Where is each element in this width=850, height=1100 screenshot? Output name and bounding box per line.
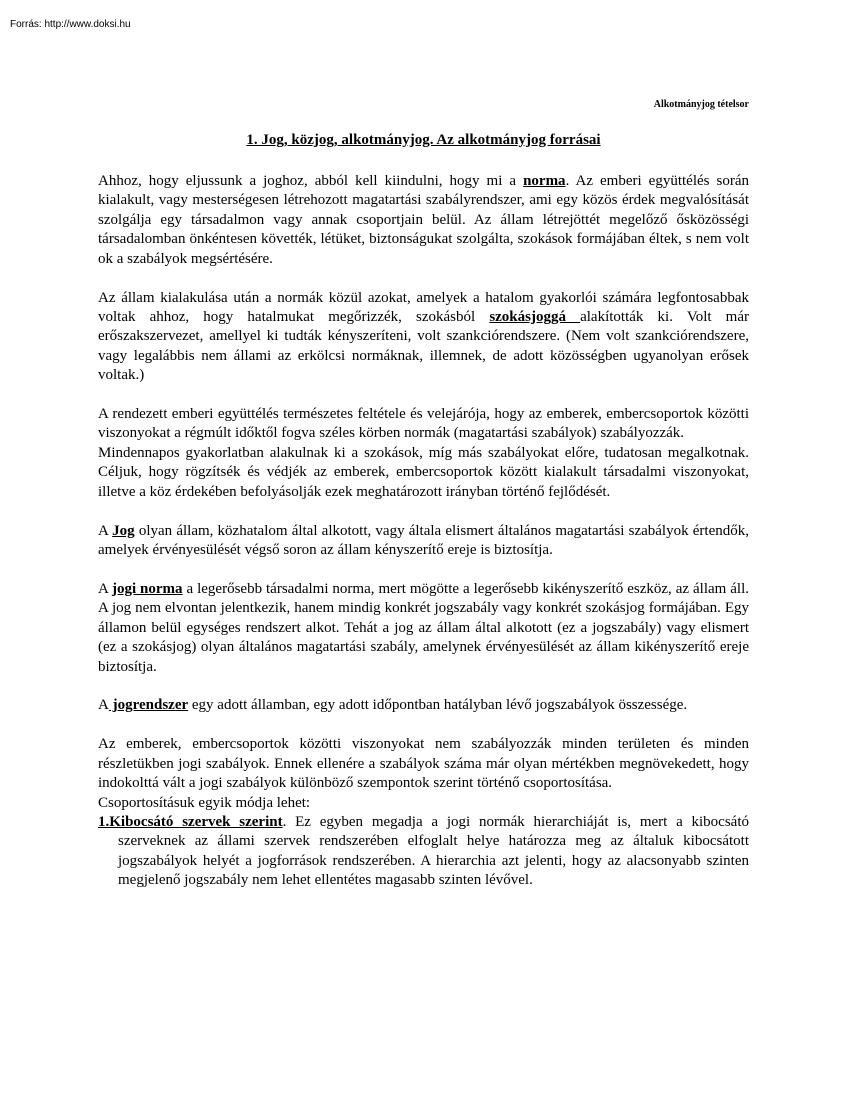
paragraph-text: a legerősebb társadalmi norma, mert mögötte a legerősebb kikényszerítő eszköz, az állam áll. A jog nem elvontan jelentkezik, hanem mindig konkrét jogszabály vagy konkrét szokásjog formájában. Egy államon belül egységes rendszert alkot. Tehát a jog az állam által alkotott (ez a jogszabály) vagy elismert (ez a szokásjog) olyan általános magatartási szabály, amelynek érvényesülését az állam kikényszerítő ereje biztosítja. — [98, 580, 749, 675]
paragraph-csoportositas-modja: Csoportosításuk egyik módja lehet: — [98, 794, 311, 811]
paragraph-text: alakították ki. Volt már erőszakszervezet, amellyel ki tudták kényszeríteni, volt szankciórendszere. (Nem volt szankciórendszere, vagy legalábbis nem állami az erkölcsi normáknak, illemnek, de adott közösségben ugyanolyan erősek voltak.) — [98, 308, 749, 384]
term-jogi-norma: jogi norma — [111, 580, 183, 597]
paragraph-jogrendszer — [98, 696, 749, 715]
paragraph-szokasjog — [98, 289, 749, 386]
paragraph-text: A — [98, 522, 113, 539]
document-body — [98, 172, 749, 891]
paragraph-text: . Ez egyben megadja a jogi normák hierarchiáját is, mert a kibocsátó szerveknek az állami szervek rendszerében elfoglalt helye határozza meg az általuk kibocsátott jogszabályok helyét a jogforrások rendszerében. A hierarchia azt jelenti, hogy az alacsonyabb szinten megjelenő jogszabály nem lehet ellentétes magasabb szinten lévővel. — [118, 813, 750, 889]
paragraph-csoportositas: Az emberek, embercsoportok közötti viszonyokat nem szabályozzák minden területen és minden részletükben jogi szabályok. Ennek ellenére a szabályok száma már olyan mértékben megnövekedett, hogy indokolttá vált a jogi szabályok különböző szempontok szerint történő csoportosítása. — [98, 736, 749, 792]
paragraph-text: olyan állam, közhatalom által alkotott, vagy általa elismert általános magatartási szabályok értendők, amelyek érvényesülését végső soron az állam kényszerítő ereje is biztosítja. — [98, 522, 749, 558]
running-head: Alkotmányjog tételsor — [653, 99, 749, 110]
paragraph-jogi-norma — [98, 580, 749, 677]
term-jog: Jog — [112, 522, 135, 539]
term-kibocsato-szervek: 1.Kibocsátó szervek szerint — [98, 813, 283, 830]
paragraph-text: A — [98, 697, 109, 714]
page-title: 1. Jog, közjog, alkotmányjog. Az alkotmányjog forrásai — [246, 132, 601, 148]
paragraph-text: A — [98, 580, 112, 597]
paragraph-szokasok: Mindennapos gyakorlatban alakulnak ki a szokások, míg más szabályokat előre, tudatosan megalkotnak. Céljuk, hogy rögzítsék és védjék az emberek, embercsoportok között kialakult társadalmi viszonyokat, illetve a köz érdekében befolyásolják ezek meghatározott irányban történő fejlődését. — [98, 444, 749, 500]
paragraph-text: . Az emberi együttélés során kialakult, vagy mesterségesen létrehozott magatartási szabályrendszer, ami egy közös érdek megvalósítását szolgálja egy társadalmon vagy annak csoportjain belül. Az állam létrejöttét megelőző ősközösségi társadalomban önkéntesen követték, létüket, biztonságukat szolgálta, szokások formájában éltek, s nem volt ok a szabályok megsértésére. — [98, 173, 749, 267]
paragraph-norma — [98, 172, 749, 269]
term-szokasjog: szokásjoggá — [489, 308, 581, 325]
term-jogrendszer: jogrendszer — [108, 697, 189, 714]
paragraph-egyuttes: A rendezett emberi együttélés természetes feltétele és velejárója, hogy az emberek, embercsoportok közötti viszonyokat a régmúlt időktől fogva széles körben normák (magatartási szabályok) szabályozzák. — [98, 406, 749, 442]
paragraph-text: Az állam kialakulása után a normák közül azokat, amelyek a hatalom gyakorlói számára legfontosabbak voltak ahhoz, hogy hatalmukat megőrizzék, szokásból — [98, 289, 749, 325]
term-norma: norma — [523, 173, 566, 189]
paragraph-jog — [98, 522, 749, 561]
paragraph-text: egy adott államban, egy adott időpontban hatályban lévő jogszabályok összessége. — [188, 697, 688, 714]
source-line: Forrás: http://www.doksi.hu — [10, 19, 131, 30]
paragraph-text: Ahhoz, hogy eljussunk a joghoz, abból kell kiindulni, hogy mi a — [98, 173, 524, 189]
list-item-kibocsato-szervek — [98, 813, 749, 891]
